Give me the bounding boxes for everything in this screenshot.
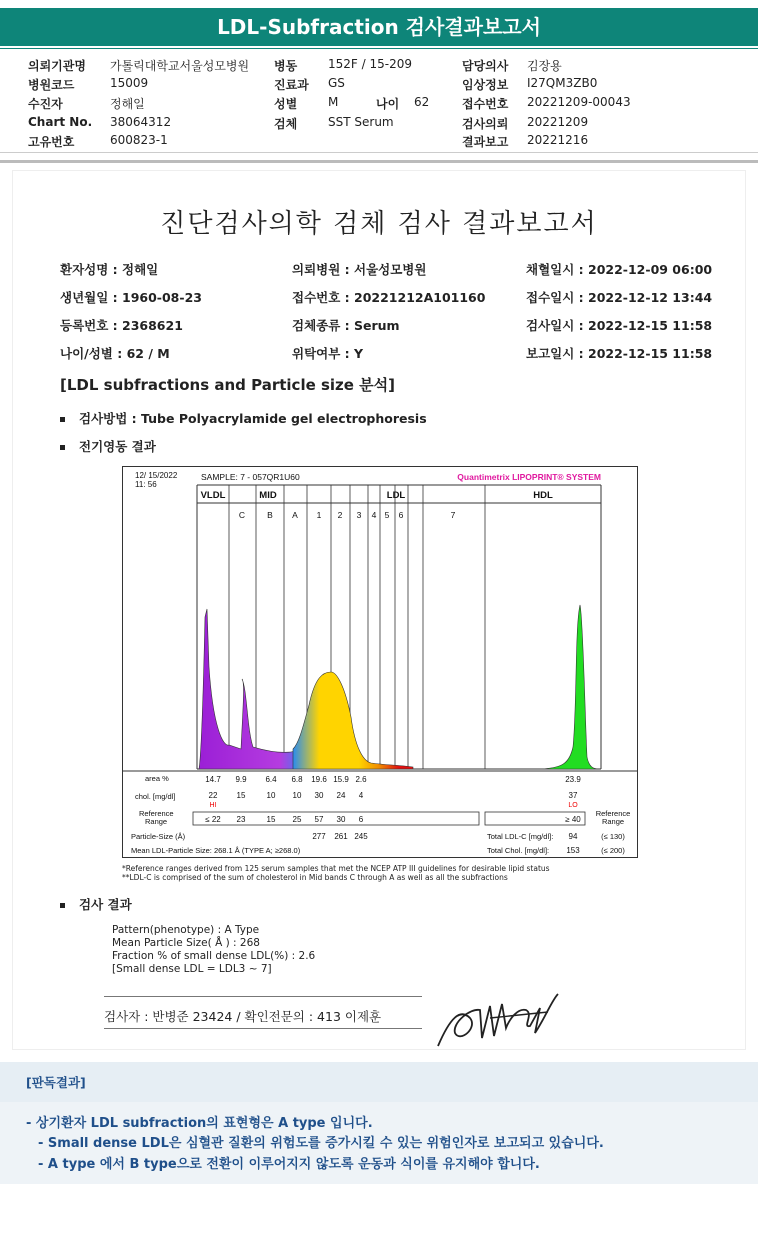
- footnote-2: **LDL-C is comprised of the sum of cholesterol in Mid bands C through A as well as all the subfractions: [122, 873, 508, 882]
- judgment-title: [판독결과]: [26, 1075, 86, 1090]
- reference-value-a: 25: [292, 815, 302, 824]
- chol-value-hdl: 37: [568, 791, 578, 800]
- band-label-7: 7: [450, 510, 456, 520]
- band-label-1: 1: [316, 510, 322, 520]
- band-label-6: 6: [398, 510, 404, 520]
- chart-svg: [123, 467, 637, 857]
- total-ldl-ref: (≤ 130): [601, 832, 625, 841]
- info-value-v2-row4: SST Serum: [328, 115, 394, 129]
- area-value-b: 6.4: [265, 775, 277, 784]
- info-value-v3-row5: 20221216: [527, 133, 589, 147]
- row-label-ref-1: Reference: [139, 809, 174, 818]
- patient-field-r2c2: 접수번호 : 20221212A101160: [292, 290, 486, 305]
- signature-line-top: [104, 996, 422, 997]
- result-item: [60, 895, 132, 913]
- group-label-vldl: VLDL: [200, 490, 226, 501]
- analysis-section-title: [LDL subfractions and Particle size 분석]: [60, 376, 396, 394]
- band-label-a: A: [292, 510, 298, 520]
- area-value-vldl: 14.7: [205, 775, 221, 784]
- area-value-1: 19.6: [311, 775, 327, 784]
- reference-value-hdl: ≥ 40: [565, 815, 581, 824]
- info-label-l2-row4: 검체: [274, 117, 298, 131]
- bullet-icon: [60, 903, 65, 908]
- info-value-v1-row2: 15009: [110, 76, 149, 90]
- reference-value-vldl: ≤ 22: [205, 815, 221, 824]
- row-label-ref-right-1: Reference: [595, 809, 631, 818]
- judgment-header: [0, 1062, 758, 1102]
- signers: 검사자 : 반병준 23424 / 확인전문의 : 413 이제훈: [104, 1009, 382, 1024]
- row-label-mean: Mean LDL-Particle Size: 268.1 Å (TYPE A; ≥268.0): [131, 846, 301, 855]
- chol-value-2: 24: [336, 791, 346, 800]
- area-value-3: 2.6: [355, 775, 367, 784]
- chart-date: 12/ 15/2022: [135, 471, 178, 480]
- band-label-4: 4: [371, 510, 377, 520]
- band-label-3: 3: [356, 510, 362, 520]
- chol-value-3: 4: [358, 791, 364, 800]
- row-label-chol: chol. [mg/dl]: [135, 792, 176, 801]
- chol-value-b: 10: [266, 791, 276, 800]
- judgment-line-3: - A type 에서 B type으로 전환이 이루어지지 않도록 운동과 식이를 유지해야 합니다.: [38, 1157, 540, 1172]
- total-chol-ref: (≤ 200): [601, 846, 625, 855]
- result-mean-size: Mean Particle Size( Å ) : 268: [112, 937, 260, 949]
- patient-field-r4c2: 위탁여부 : Y: [292, 346, 364, 361]
- patient-field-r4c1: 나이/성별 : 62 / M: [60, 346, 170, 361]
- chart-time: 11: 56: [135, 480, 157, 489]
- row-label-ref-right-2: Range: [601, 817, 625, 826]
- electro-item: [60, 437, 156, 455]
- patient-field-r1c1: 환자성명 : 정해일: [60, 262, 159, 277]
- footnote-1: *Reference ranges derived from 125 serum samples that met the NCEP ATP III guidelines for desirable lipid status: [122, 864, 550, 873]
- row-label-size: Particle-Size (Å): [131, 832, 186, 841]
- row-label-ref-2: Range: [145, 817, 168, 826]
- info-label-l1-row1: 의뢰기관명: [28, 59, 86, 73]
- group-label-hdl: HDL: [533, 490, 553, 501]
- group-label-ldl: LDL: [386, 490, 406, 501]
- hdl-peak-curve: [543, 605, 599, 769]
- particle-size-3: 245: [354, 832, 368, 841]
- band-label-2: 2: [337, 510, 343, 520]
- info-label-l1-row4: Chart No.: [28, 115, 93, 129]
- reference-value-c: 23: [236, 815, 246, 824]
- particle-size-2: 261: [334, 832, 348, 841]
- chol-value-a: 10: [292, 791, 302, 800]
- bullet-icon: [60, 417, 65, 422]
- particle-size-1: 277: [312, 832, 326, 841]
- info-value-v1-row3: 정해일: [110, 97, 145, 111]
- info-value-v1-row4: 38064312: [110, 115, 172, 129]
- judgment-line-1: - 상기환자 LDL subfraction의 표현형은 A type 입니다.: [26, 1116, 373, 1131]
- patient-field-r3c2: 검체종류 : Serum: [292, 318, 400, 333]
- row-label-area: area %: [145, 774, 169, 783]
- info-value-v2b-row3: 62: [414, 95, 430, 109]
- chol-value-1: 30: [314, 791, 324, 800]
- info-label-l1-row3: 수진자: [28, 97, 63, 111]
- signature-line-bottom: [104, 1028, 422, 1029]
- patient-field-r1c3: 채혈일시 : 2022-12-09 06:00: [526, 262, 713, 277]
- area-value-a: 6.8: [291, 775, 303, 784]
- info-value-v1-row1: 가톨릭대학교서울성모병원: [110, 59, 250, 73]
- signature-image: [430, 988, 570, 1056]
- info-label-l3-row5: 결과보고: [462, 135, 509, 149]
- reference-value-1: 57: [314, 815, 324, 824]
- judgment-line-2: - Small dense LDL은 심혈관 질환의 위험도를 증가시킬 수 있는 위험인자로 보고되고 있습니다.: [38, 1136, 604, 1151]
- patient-field-r3c3: 검사일시 : 2022-12-15 11:58: [526, 318, 713, 333]
- patient-field-r2c1: 생년월일 : 1960-08-23: [60, 290, 202, 305]
- result-pattern: Pattern(phenotype) : A Type: [112, 924, 260, 936]
- info-label-l3-row1: 담당의사: [462, 59, 509, 73]
- flag-vldl-hi: HI: [209, 802, 217, 809]
- flag-hdl-lo: LO: [568, 802, 578, 809]
- chart-sample: SAMPLE: 7 - 057QR1U60: [201, 472, 300, 482]
- method-text: 검사방법 : Tube Polyacrylamide gel electrophoresis: [79, 411, 427, 426]
- result-title: 검사 결과: [79, 897, 132, 912]
- area-value-2: 15.9: [333, 775, 349, 784]
- info-label-l2-row1: 병동: [274, 59, 298, 73]
- chart-brand: Quantimetrix LIPOPRINT® SYSTEM: [457, 472, 601, 482]
- patient-field-r2c3: 접수일시 : 2022-12-12 13:44: [526, 290, 713, 305]
- patient-field-r3c1: 등록번호 : 2368621: [60, 318, 183, 333]
- info-label-l1-row5: 고유번호: [28, 135, 75, 149]
- info-label-l2-row2: 진료과: [274, 78, 309, 92]
- group-label-mid: MID: [259, 490, 277, 501]
- method-item: [60, 409, 427, 427]
- info-bottom-divider: [0, 152, 758, 153]
- reference-value-3: 6: [358, 815, 364, 824]
- lipoprint-chart: [122, 466, 638, 858]
- info-value-v3-row2: I27QM3ZB0: [527, 76, 598, 90]
- band-label-5: 5: [384, 510, 390, 520]
- total-chol-value: 153: [566, 846, 580, 855]
- patient-field-r4c3: 보고일시 : 2022-12-15 11:58: [526, 346, 713, 361]
- info-value-v2-row3: M: [328, 95, 339, 109]
- info-value-v2-row1: 152F / 15-209: [328, 57, 412, 71]
- info-value-v3-row4: 20221209: [527, 115, 589, 129]
- info-label-l3-row4: 검사의뢰: [462, 117, 509, 131]
- band-label-b: B: [267, 510, 273, 520]
- report-header-title: LDL-Subfraction 검사결과보고서: [0, 8, 758, 46]
- info-label-l2b-row3: 나이: [376, 97, 400, 111]
- report-title: 진단검사의학 검체 검사 결과보고서: [160, 209, 598, 239]
- info-label-l3-row3: 접수번호: [462, 97, 509, 111]
- reference-value-2: 30: [336, 815, 346, 824]
- total-ldl-value: 94: [568, 832, 578, 841]
- chol-value-vldl: 22: [208, 791, 218, 800]
- total-ldl-label: Total LDL-C [mg/dl]:: [487, 832, 554, 841]
- electro-title: 전기영동 결과: [79, 439, 156, 454]
- info-label-l2-row3: 성별: [274, 97, 298, 111]
- patient-field-r1c2: 의뢰병원 : 서울성모병원: [292, 262, 427, 277]
- result-note: [Small dense LDL = LDL3 ~ 7]: [112, 963, 272, 975]
- chol-value-c: 15: [236, 791, 246, 800]
- bullet-icon: [60, 445, 65, 450]
- info-value-v3-row3: 20221209-00043: [527, 95, 631, 109]
- section-divider: [0, 160, 758, 163]
- header-divider: [0, 48, 758, 49]
- area-value-c: 9.9: [235, 775, 247, 784]
- info-label-l3-row2: 임상정보: [462, 78, 509, 92]
- vldl-mid-curve: [199, 609, 307, 769]
- result-small-dense: Fraction % of small dense LDL(%) : 2.6: [112, 950, 316, 962]
- band-label-c: C: [238, 510, 246, 520]
- info-value-v2-row2: GS: [328, 76, 345, 90]
- info-value-v3-row1: 김장용: [527, 59, 562, 73]
- area-value-hdl: 23.9: [565, 775, 581, 784]
- info-value-v1-row5: 600823-1: [110, 133, 168, 147]
- info-label-l1-row2: 병원코드: [28, 78, 75, 92]
- total-chol-label: Total Chol. [mg/dl]:: [487, 846, 550, 855]
- reference-value-b: 15: [266, 815, 276, 824]
